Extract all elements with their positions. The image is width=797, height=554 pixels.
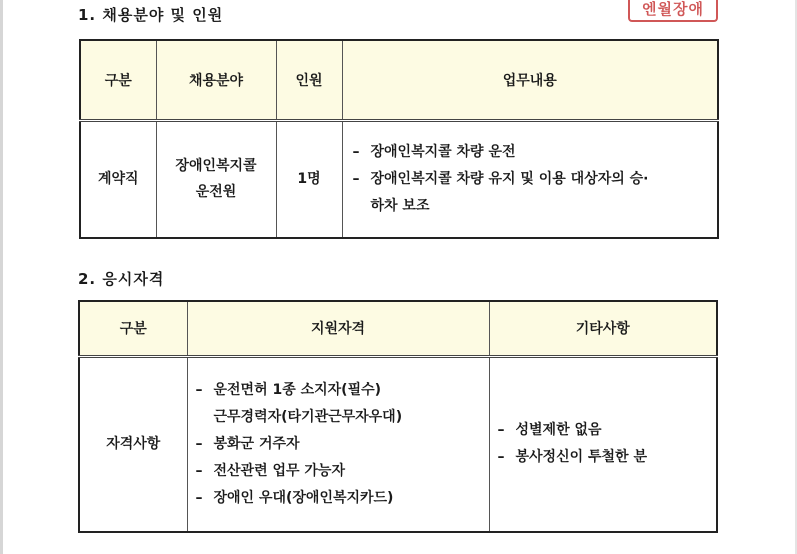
duty-text: 장애인복지콜 차량 유지 및 이용 대상자의 승· xyxy=(370,170,649,187)
list-item xyxy=(498,444,716,471)
dash-marker: – xyxy=(195,462,203,479)
cell-duties xyxy=(342,120,718,238)
list-item xyxy=(196,404,488,431)
cell-other xyxy=(489,356,717,532)
section-heading-qualifications: 2. 응시자격 xyxy=(78,270,165,288)
dash-marker: – xyxy=(497,449,505,466)
qualification-text: 장애인 우대(장애인복지카드) xyxy=(213,489,394,506)
duty-text-continued: 하차 보조 xyxy=(370,197,430,214)
list-item xyxy=(196,431,488,458)
qualification-table xyxy=(78,300,718,533)
qualifications-list xyxy=(196,377,488,512)
cell-category: 자격사항 xyxy=(79,356,187,532)
dash-marker: – xyxy=(195,489,203,506)
duty-text: 장애인복지콜 차량 운전 xyxy=(370,143,516,160)
duties-list xyxy=(353,139,717,220)
dash-marker: – xyxy=(195,435,203,452)
header-category: 구분 xyxy=(79,301,187,356)
qualification-text: 운전면허 1종 소지자(필수) xyxy=(213,381,382,398)
header-count: 인원 xyxy=(276,40,342,120)
qualification-text-continued: 근무경력자(타기관근무자우대) xyxy=(213,408,403,425)
list-item xyxy=(353,166,717,193)
field-line-2: 운전원 xyxy=(195,184,237,201)
recruitment-row xyxy=(80,120,718,238)
dash-marker: – xyxy=(497,422,505,439)
list-item xyxy=(196,377,488,404)
logo-stamp: 엔월장애 xyxy=(628,0,718,22)
header-field: 채용분야 xyxy=(156,40,276,120)
header-qualifications: 지원자격 xyxy=(187,301,489,356)
section-heading-recruitment: 1. 채용분야 및 인원 xyxy=(78,6,224,24)
qualification-header-row xyxy=(79,301,717,356)
other-list xyxy=(498,417,716,471)
list-item xyxy=(196,458,488,485)
cell-category: 계약직 xyxy=(80,120,156,238)
recruitment-table xyxy=(79,39,719,239)
header-category: 구분 xyxy=(80,40,156,120)
recruitment-header-row xyxy=(80,40,718,120)
list-item xyxy=(353,139,717,166)
other-text: 봉사정신이 투철한 분 xyxy=(515,449,647,466)
header-other: 기타사항 xyxy=(489,301,717,356)
list-item xyxy=(196,485,488,512)
qualification-text: 전산관련 업무 가능자 xyxy=(213,462,345,479)
other-text: 성별제한 없음 xyxy=(515,422,602,439)
qualification-text: 봉화군 거주자 xyxy=(213,435,300,452)
cell-qualifications xyxy=(187,356,489,532)
dash-marker: – xyxy=(352,143,360,160)
page-left-edge xyxy=(0,0,3,554)
dash-marker: – xyxy=(352,170,360,187)
cell-field xyxy=(156,120,276,238)
dash-marker: – xyxy=(195,381,203,398)
qualification-row xyxy=(79,356,717,532)
header-duties: 업무내용 xyxy=(342,40,718,120)
list-item xyxy=(353,193,717,220)
field-line-1: 장애인복지콜 xyxy=(175,158,257,175)
cell-count: 1명 xyxy=(276,120,342,238)
list-item xyxy=(498,417,716,444)
